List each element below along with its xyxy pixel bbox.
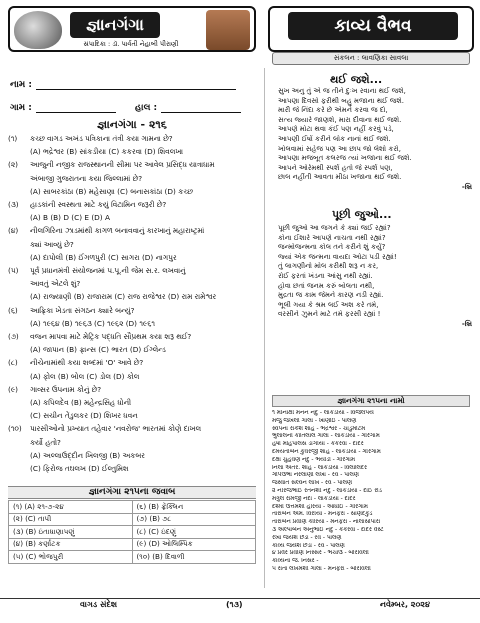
poem2-body xyxy=(278,224,472,330)
answer-row xyxy=(9,501,256,514)
question-text: ક્યાં આવ્યું છે? xyxy=(30,239,74,249)
winner-line: ૧ મીનાક્ષી મનન નંદુ - લાકડીયા - વિજેલપર્ય xyxy=(272,410,374,416)
footer-page-number: (૧૩) xyxy=(226,600,243,609)
question-number: (૭) xyxy=(8,332,19,341)
brain-icon xyxy=(14,11,62,49)
question-text: પારસીઓનો પ્રખ્યાત તહેવાર 'નવરોજ' ભારતમાં કોણે દાખલ xyxy=(30,424,202,434)
question-number: (૧૦) xyxy=(8,424,22,434)
poem-line: જ્યાં એક જન્મના વાયદા ઓટા પડી રહ્યાં! xyxy=(278,252,397,261)
winner-line: દક્ષા ચુહવણ નંદુ - ભયોડો - ગોરેગામ xyxy=(272,456,355,463)
poem-line: સુખ અનુ તું એ જ તીને દુઃખ રવાના થઈ જશે, xyxy=(278,87,406,95)
poem-signature: -બ્રિ xyxy=(461,319,472,328)
poem-line: પૂછી જુઓ આ જગને કે ક્યાં જઈ રહ્યાં? xyxy=(278,224,391,232)
winner-line: સ્વપના રાકેશ શાહ - ભદ્રેશ્વર - ચાડુંમોટમ xyxy=(272,425,366,432)
answer-cell: (૭) (B) ૭૮ xyxy=(132,513,256,526)
page-footer xyxy=(0,598,480,610)
poem-signature: -બ્રિ xyxy=(461,182,472,191)
poem-line: મારી જે નિંદા કરે છે એમને કરવા જ દો, xyxy=(278,106,388,115)
quiz-line xyxy=(8,345,256,355)
question-number: (૫) xyxy=(8,266,19,275)
editor-photo xyxy=(206,10,250,50)
question-text: (C) ફિરોજ તઘલખ (D) ઈલ્તુમિશ xyxy=(30,464,129,473)
quiz-line xyxy=(8,147,256,157)
question-text: (A) ફોલ (B) બોલ (C) ડોલ (D) કોલ xyxy=(30,371,140,381)
winner-line: ૪ પ્રવેર પ્રવીણ નિસ્સર - ભચાઉ - બોરીવલી xyxy=(272,550,369,557)
question-number: (૯) xyxy=(8,384,19,394)
poem-line: તું લાગણીનો મોલ કરીથી શરૂ ન કર, xyxy=(278,262,379,271)
quiz-line xyxy=(8,464,256,474)
village-label: ગામ : xyxy=(10,103,32,113)
poem-line: હોવા છતાં જનમ કરું બોલતા નથી, xyxy=(278,281,375,290)
quiz-line xyxy=(8,451,256,461)
question-number: (૪) xyxy=(8,226,19,236)
column-divider xyxy=(264,68,265,588)
winner-line: તારાબેન પ્રવીણ કારિયા - મનફરા - નાલાસોપારા xyxy=(272,519,381,526)
poem-line: આપણે મોટા થવા કંઈ પણ નહીં કરવું પડે, xyxy=(278,125,394,134)
quiz-line xyxy=(8,226,256,236)
poem-line: કોના ઈશારે આપણે નાચતા નથી રહ્યાં? xyxy=(278,233,386,242)
quiz-line xyxy=(8,253,256,263)
answers-title: જ્ઞાનગંગા ૨૧૫ના જવાબ xyxy=(8,486,256,499)
footer-publication: વાગડ સંદેશ xyxy=(80,600,118,609)
winner-line: નિલા અતર. શાહ - લાકડીયા - વિલાલિંદર xyxy=(272,464,368,471)
quiz-line xyxy=(8,398,256,408)
village-field[interactable] xyxy=(10,103,116,113)
winner-line: ગોપેઉંભા નેરલાણી લખા - રવ - પાલણ xyxy=(272,472,359,479)
question-text: કર્યો હતો? xyxy=(30,437,61,447)
question-text: અંબાજી ગુજરાતના કયા જિલ્લામાં છે? xyxy=(30,173,143,183)
question-number: (૨) xyxy=(8,160,18,170)
poem-line: છાલ નહીંતી આવતા મીઠા ખજાના થઈ જશે. xyxy=(278,173,402,182)
question-text: (C) સચીન તેંડુલકર (D) શિખર ધવન xyxy=(30,411,138,421)
question-number: (૩) xyxy=(8,200,19,209)
poem-line: ખોલવામાં સહેજ પણ આ છાપ જો લેશો કરો, xyxy=(278,144,401,153)
winner-line: દશ્મી ઉત્તમશી હરિયા - આધોઈ - ગોરેગામ xyxy=(272,503,368,510)
kavya-vaibhav-banner xyxy=(268,6,474,52)
quiz-line xyxy=(8,200,256,210)
question-text: (A) જાપાન (B) ફ્રાન્સ (C) ભારત (D) ઈગ્લેન્ડ xyxy=(30,345,166,355)
winner-line: દમયંતીબેન કુંવરજી શાહ - લાકડીયા - ગોરેગામ xyxy=(272,448,381,455)
quiz-line xyxy=(8,319,256,329)
winner-line: મંત્રુલ રામજી નંદા - લાકડીયા - દાદર xyxy=(272,495,356,502)
answer-row xyxy=(9,513,256,526)
winner-line: ૨ નીરજભાઈ રતનશી નંદુ - લાકડીયા - દાઈ રોડ xyxy=(272,487,382,494)
question-text: (A) B (B) D (C) E (D) A xyxy=(30,213,110,223)
question-number: (૬) xyxy=(8,305,18,315)
quiz-line xyxy=(8,292,256,302)
quiz-line xyxy=(8,372,256,382)
answer-cell: (૧) (A) ૨૧-૭-૨૪ xyxy=(9,501,133,514)
question-text: (A) દાપોલી (B) ઈંગળપુરી (C) સાગરા (D) નાગપુર xyxy=(30,252,177,262)
answer-cell: (૨) (C) તાપી xyxy=(9,513,133,526)
current-label: હાલ : xyxy=(135,103,158,113)
gyanganga-editor: સંપાદિકા : ડૉ. પાર્વતી નેહાબી પીરાણી xyxy=(83,40,179,48)
quiz-line xyxy=(8,306,256,316)
answer-cell: (૮) (C) ઇંદણું xyxy=(132,526,256,539)
question-text: (A) ભદ્રેશ્વર (B) સાંકડીયા (C) કકરવા (D) શિવલખા xyxy=(30,147,183,157)
question-text: વજન માપવા માટે મેટ્રિક પદ્ધતિ સૌપ્રથમ કયા શરૂ થઈ? xyxy=(30,332,192,341)
quiz-title: જ્ઞાનગંગા - ૨૧૬ xyxy=(97,118,167,131)
poem-line: ભૂલી ગયા કે શ્રમ લઈ અશ કરે તમે, xyxy=(278,300,379,309)
poem-line: આપણા દિવસો ફરીથી બહુ મજાના થઈ જશે. xyxy=(278,96,405,105)
answer-cell: (૧૦) (B) દિવાળી xyxy=(132,551,256,564)
footer-date: નવેમ્બર, ૨૦૨૪ xyxy=(380,600,430,609)
question-text: (A) ૧૯૬૪ (B) ૧૯૬૩ (C) ૧૯૬૨ (D) ૧૯૬૧ xyxy=(30,318,155,328)
gyanganga-title: જ્ઞાનગંગા xyxy=(70,12,160,38)
poem-line: આપને ઓરેમથી સ્પર્શ હતો જે સ્પર્શ પણ, xyxy=(278,163,393,172)
poem1-title: થઈ જશે... xyxy=(330,73,383,86)
winner-line: મંજુ જખલી ગાલા - ખાણોઈ - પાલણ xyxy=(272,417,357,424)
question-text: હાડકાંની સ્વસ્થતા માટે કયું વિટામિન જરૂરી છે? xyxy=(30,200,167,209)
quiz-line xyxy=(8,438,256,448)
question-text: આફ્રિકા ખેડતા સંગઠન ક્યારે બન્યું? xyxy=(30,305,135,315)
answer-cell: (૪) (B) કર્ણાટક xyxy=(9,538,133,551)
winner-line: હર્ષા મહિપાલસ ડાંગીયા - કકરવા - દાદર xyxy=(272,441,364,448)
quiz-line xyxy=(8,213,256,223)
quiz-line xyxy=(8,411,256,421)
quiz-line xyxy=(8,424,256,434)
quiz-line xyxy=(8,160,256,170)
answers-table xyxy=(8,500,256,564)
question-text: (A) કપિલદેવ (B) મહેન્દ્રસિંહ ધોની xyxy=(30,398,132,407)
current-field[interactable] xyxy=(135,103,241,113)
question-text: આજુની નજીક રાજસ્થાનની સીમા પર આવેલ પ્રસિદ્ધ યાત્રાધામ xyxy=(30,160,215,170)
question-text: કચ્છ વાગડ અખંડ પત્રિકાના તંત્રી કયા ગામના છે? xyxy=(30,134,173,143)
winner-line: કાવ્ય જયેશ છેડા - રવ - પાલણ xyxy=(272,542,345,549)
answer-row xyxy=(9,526,256,539)
question-number: (૮) xyxy=(8,358,18,368)
question-text: આવતું એટલે શું? xyxy=(30,279,81,289)
quiz-line xyxy=(8,187,256,197)
answer-cell: (૫) (C) ભોજપુરી xyxy=(9,551,133,564)
quiz-line xyxy=(8,385,256,395)
quiz-line xyxy=(8,279,256,289)
winner-line: તારાબેન એમ. વિરીયા - મનફરા - સાણંદકુડ xyxy=(272,511,373,518)
question-text: પૂર્વ પ્રધાનમંત્રી સંયોજનમાં પ.પૂ.ની જેમ સ.ર. લખવાનું xyxy=(30,266,186,275)
name-field[interactable] xyxy=(10,80,236,90)
poem2-title: પૂછી જુઓ... xyxy=(332,208,392,221)
name-label: નામ : xyxy=(10,80,32,90)
winner-line: કાવ્યના જે. નિસર - xyxy=(272,558,319,565)
answer-cell: (૩) (B) ઇંતાધાણાપણું xyxy=(9,526,133,539)
winner-line: જસ્વાંત સલ્વન લાખ - રવ - પાલણ xyxy=(272,480,352,487)
winners-title: જ્ઞાનગંગા ૨૧૫ના નામો xyxy=(272,395,470,407)
question-text: નીચેનામાંથી કયા શબ્દમાં 'O' આવે છે? xyxy=(30,358,144,368)
answer-row xyxy=(9,551,256,564)
poem-line: આપણા મજબૂત કલરજ ત્યાં ખજાના થઈ જશે. xyxy=(278,154,412,163)
question-text: (A) રાજ્યાણી (B) રાજારામ (C) રાજ રાજેશ્વર (D) રામ રામેશ્વર xyxy=(30,292,217,302)
answer-row xyxy=(9,538,256,551)
winners-list xyxy=(272,410,470,574)
gyanganga-banner xyxy=(8,6,256,52)
kavya-editor: સંકલન : લાવણિકા સાવલા xyxy=(272,52,470,65)
answer-cell: (૬) (B) ફ્રેંક્લિન xyxy=(132,501,256,514)
poem-line: જન્મોજન્મના કોલ તને કરીને શું કર્યું? xyxy=(278,243,386,252)
question-text: (A) અલ્લાઉદ્દીન ખિલજી (B) અકબર xyxy=(30,450,145,460)
winner-line: ૩ અલ્પાબેન અનુભાઈ નંદુ - કકરવા - દાદર વેસ્ટ xyxy=(272,526,384,533)
quiz-line xyxy=(8,266,256,276)
poem-line: આપણી ઈર્ષા કરીને લોક નાનાં થઈ જશે. xyxy=(278,134,391,143)
question-text: નીલગિરિના ઝાડમાંથી કાગળ બનાવવાનું કારખાનું મહારાષ્ટ્રમાં xyxy=(30,226,205,236)
kavya-vaibhav-title: કાવ્ય વૈભવ xyxy=(288,12,458,40)
poem-line: મુદ્રતા જ કામ જેમને કારણ નડી રહ્યાં. xyxy=(278,291,384,300)
answer-cell: (૯) (D) ઓલિમ્પિક xyxy=(132,538,256,551)
winner-line: ૫ રાંતા લખમશી ગાલા - મનફરા - બોરીવલી xyxy=(272,565,371,572)
quiz-line xyxy=(8,134,256,144)
quiz-line xyxy=(8,358,256,368)
question-text: ગાવ્સર ઉપનામ કોનું છે? xyxy=(30,384,102,394)
quiz-line xyxy=(8,174,256,184)
winner-line: ભુલાલની કાંતિલાલ ગાલા - લાકડીયા - ગોરેગામ xyxy=(272,433,380,440)
question-text: (A) સાબરકાંઠા (B) મહેસાણા (C) બનાસકાંઠા (D) કચ્છ xyxy=(30,186,193,196)
poem1-body xyxy=(278,87,472,193)
poem-line: સત્ય જ્યારે જાણશે, મારા દીવાના થઈ જશે. xyxy=(278,115,402,124)
quiz-line xyxy=(8,240,256,250)
poem-line: વરસીને ઝુમને માટે તમે ફરસી રહ્યાં ! xyxy=(278,310,381,319)
winner-line: રેખા જયેશ છેડા - રવ - પાલણ xyxy=(272,534,342,541)
question-number: (૧) xyxy=(8,134,18,143)
quiz-line xyxy=(8,332,256,342)
poem-line: રોઈ ફરતાં ખંડના આંસુ નથી રહ્યાં. xyxy=(278,271,373,280)
